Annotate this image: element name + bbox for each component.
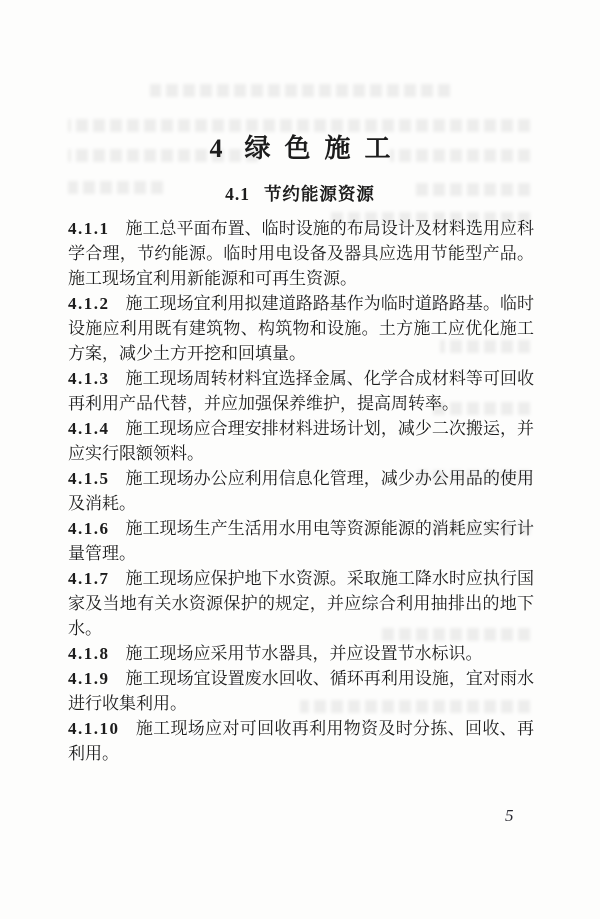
clause-list bbox=[68, 216, 534, 766]
clause-text: 施工现场办公应利用信息化管理，减少办公用品的使用及消耗。 bbox=[68, 469, 534, 513]
clause-number: 4.1.9 bbox=[68, 669, 110, 688]
clause-number: 4.1.10 bbox=[68, 719, 120, 738]
page-number: 5 bbox=[505, 806, 514, 825]
clause-number: 4.1.7 bbox=[68, 569, 110, 588]
clause-text: 施工现场宜设置废水回收、循环再利用设施，宜对雨水进行收集利用。 bbox=[68, 669, 534, 713]
clause-4-1-8 bbox=[68, 641, 534, 666]
clause-text: 施工现场生产生活用水用电等资源能源的消耗应实行计量管理。 bbox=[68, 519, 534, 563]
clause-text: 施工现场应采用节水器具，并应设置节水标识。 bbox=[125, 644, 483, 663]
clause-4-1-6 bbox=[68, 516, 534, 566]
clause-4-1-7 bbox=[68, 566, 534, 641]
clause-4-1-5 bbox=[68, 466, 534, 516]
clause-number: 4.1.6 bbox=[68, 519, 110, 538]
section-name: 节约能源资源 bbox=[263, 184, 375, 204]
clause-text: 施工现场应合理安排材料进场计划，减少二次搬运，并应实行限额领料。 bbox=[68, 419, 534, 463]
clause-number: 4.1.3 bbox=[68, 369, 110, 388]
clause-4-1-1 bbox=[68, 216, 534, 291]
section-number: 4.1 bbox=[225, 184, 250, 204]
clause-text: 施工现场宜利用拟建道路路基作为临时道路路基。临时设施应利用既有建筑物、构筑物和设施。土方施工应优化施工方案，减少土方开挖和回填量。 bbox=[68, 294, 534, 363]
clause-4-1-10 bbox=[68, 716, 534, 766]
chapter-name: 绿色施工 bbox=[244, 134, 405, 163]
clause-text: 施工现场应对可回收再利用物资及时分拣、回收、再利用。 bbox=[68, 719, 534, 763]
clause-4-1-2 bbox=[68, 291, 534, 366]
clause-number: 4.1.5 bbox=[68, 469, 110, 488]
clause-4-1-4 bbox=[68, 416, 534, 466]
clause-number: 4.1.8 bbox=[68, 644, 110, 663]
clause-text: 施工现场周转材料宜选择金属、化学合成材料等可回收再利用产品代替，并应加强保养维护，提高周转率。 bbox=[68, 369, 534, 413]
chapter-title bbox=[0, 128, 600, 165]
section-title bbox=[0, 181, 600, 206]
clause-text: 施工总平面布置、临时设施的布局设计及材料选用应科学合理，节约能源。临时用电设备及器具应选用节能型产品。施工现场宜利用新能源和可再生资源。 bbox=[68, 219, 534, 288]
bleed-through-text bbox=[150, 84, 450, 97]
clause-number: 4.1.4 bbox=[68, 419, 110, 438]
clause-number: 4.1.1 bbox=[68, 219, 110, 238]
clause-number: 4.1.2 bbox=[68, 294, 110, 313]
chapter-number: 4 bbox=[209, 134, 223, 163]
clause-text: 施工现场应保护地下水资源。采取施工降水时应执行国家及当地有关水资源保护的规定，并应综合利用抽排出的地下水。 bbox=[68, 569, 534, 638]
clause-4-1-3 bbox=[68, 366, 534, 416]
clause-4-1-9 bbox=[68, 666, 534, 716]
